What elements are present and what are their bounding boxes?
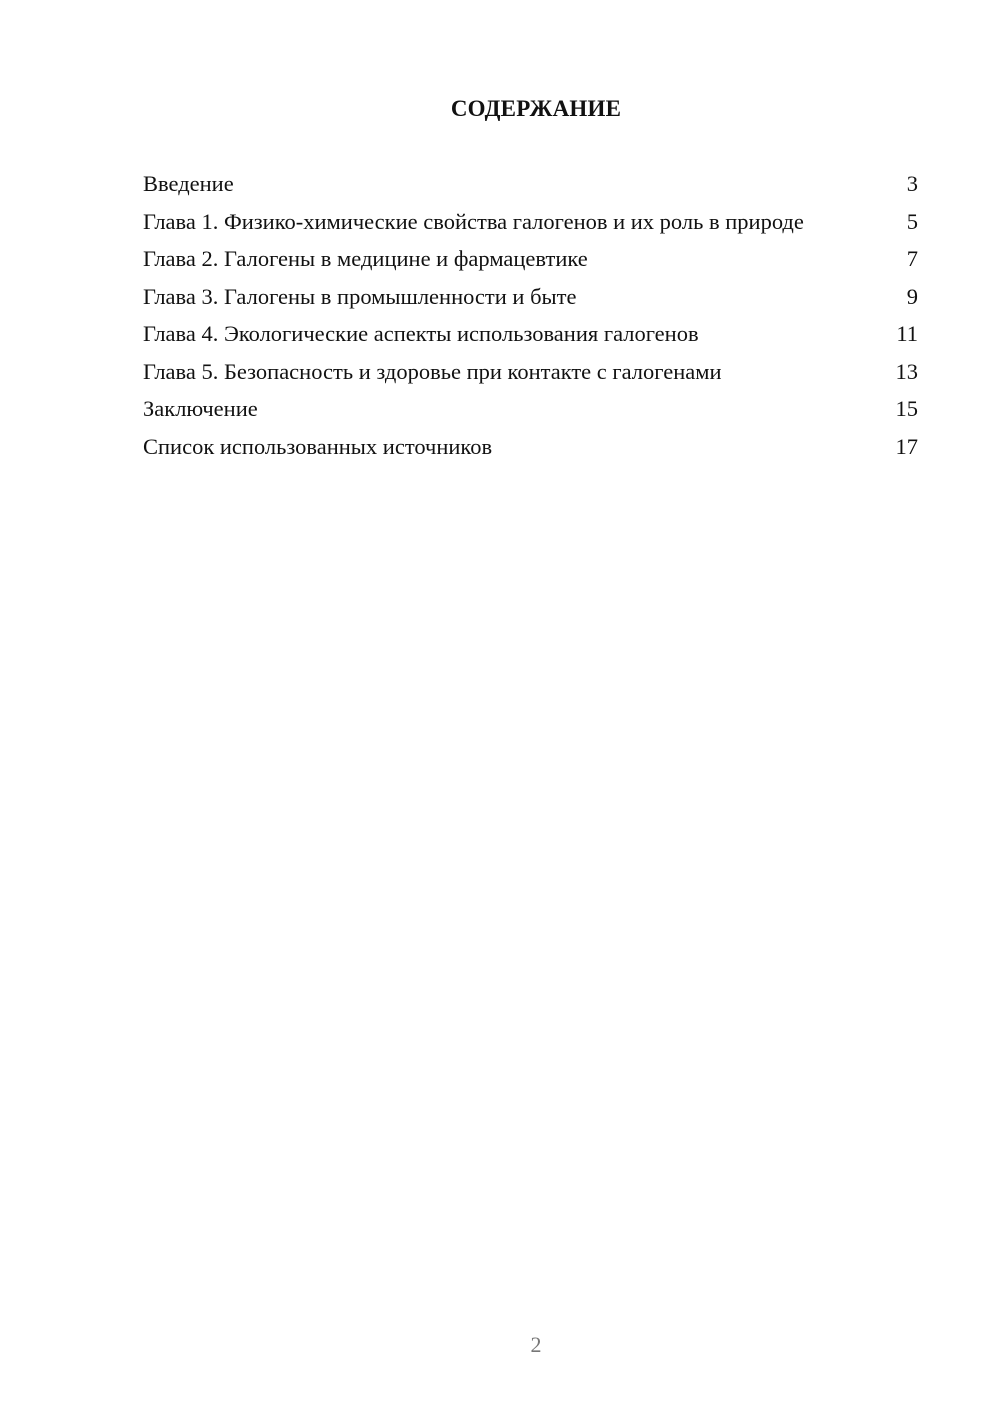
toc-title: СОДЕРЖАНИЕ <box>450 96 622 121</box>
toc-entry-label: Глава 5. Безопасность и здоровье при контакте с галогенами <box>143 358 722 384</box>
toc-entry-label: Заключение <box>143 396 258 421</box>
toc-entry-page: 7 <box>906 246 918 271</box>
toc-entry-label: Глава 2. Галогены в медицине и фармацевтике <box>143 246 588 271</box>
toc-entry-page: 17 <box>895 433 918 459</box>
toc-entry-label: Список использованных источников <box>143 433 493 459</box>
toc-entry-page: 5 <box>906 208 918 234</box>
toc-entry-page: 3 <box>906 171 918 196</box>
toc-entry-introduction[interactable] <box>143 170 918 198</box>
toc-entry-label: Введение <box>143 171 234 196</box>
toc-entry-chapter-4[interactable] <box>143 320 918 348</box>
table-of-contents <box>143 170 918 470</box>
toc-entry-chapter-3[interactable] <box>143 283 918 311</box>
toc-entry-label: Глава 1. Физико-химические свойства галогенов и их роль в природе <box>143 208 804 234</box>
toc-entry-page: 11 <box>896 321 918 346</box>
toc-entry-page: 13 <box>895 358 918 384</box>
toc-entry-label: Глава 4. Экологические аспекты использования галогенов <box>143 321 699 346</box>
toc-entry-chapter-1[interactable] <box>143 208 918 236</box>
toc-entry-chapter-2[interactable] <box>143 245 918 273</box>
page-number: 2 <box>530 1332 542 1357</box>
toc-entry-page: 15 <box>895 396 918 421</box>
toc-entry-label: Глава 3. Галогены в промышленности и быте <box>143 283 577 309</box>
toc-entry-chapter-5[interactable] <box>143 358 918 386</box>
toc-entry-page: 9 <box>906 283 918 309</box>
toc-entry-conclusion[interactable] <box>143 395 918 423</box>
toc-entry-references[interactable] <box>143 433 918 461</box>
